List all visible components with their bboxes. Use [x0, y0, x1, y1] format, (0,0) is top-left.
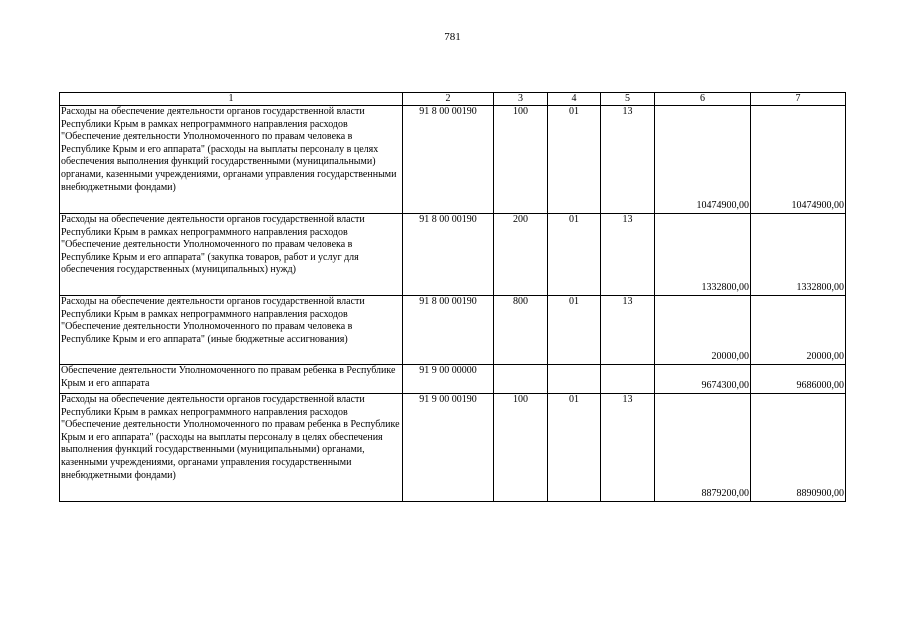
column-number: 1: [60, 93, 403, 106]
amount-year-2: 9686000,00: [751, 365, 846, 394]
section: 01: [548, 296, 601, 365]
section: [548, 365, 601, 394]
expense-type: [494, 365, 548, 394]
target-article: 91 8 00 00190: [403, 296, 494, 365]
amount-year-2: 20000,00: [751, 296, 846, 365]
amount-year-1: 20000,00: [655, 296, 751, 365]
subsection: 13: [601, 106, 655, 214]
amount-year-1: 1332800,00: [655, 214, 751, 296]
table-row: [60, 214, 846, 296]
column-number: 7: [751, 93, 846, 106]
table-row: [60, 365, 846, 394]
table-row: [60, 106, 846, 214]
target-article: 91 8 00 00190: [403, 106, 494, 214]
target-article: 91 8 00 00190: [403, 214, 494, 296]
amount-year-2: 1332800,00: [751, 214, 846, 296]
target-article: 91 9 00 00190: [403, 394, 494, 502]
amount-year-2: 10474900,00: [751, 106, 846, 214]
expense-type: 200: [494, 214, 548, 296]
section: 01: [548, 394, 601, 502]
table-row: [60, 394, 846, 502]
expense-name: Расходы на обеспечение деятельности органов государственной власти Республики Крым в рамках непрограммного направления расходов "Обеспечение деятельности Уполномоченного по правам человека в Республике Крым и его аппарата" (иные бюджетные ассигнования): [60, 296, 403, 365]
amount-year-1: 9674300,00: [655, 365, 751, 394]
budget-table: [59, 92, 846, 502]
expense-name: Расходы на обеспечение деятельности органов государственной власти Республики Крым в рамках непрограммного направления расходов "Обеспечение деятельности Уполномоченного по правам человека в Республике Крым и его аппарата" (закупка товаров, работ и услуг для обеспечения государственных (муниципальных) нужд): [60, 214, 403, 296]
target-article: 91 9 00 00000: [403, 365, 494, 394]
column-number: 5: [601, 93, 655, 106]
column-number: 6: [655, 93, 751, 106]
amount-year-1: 10474900,00: [655, 106, 751, 214]
expense-name: Обеспечение деятельности Уполномоченного по правам ребенка в Республике Крым и его аппарата: [60, 365, 403, 394]
expense-type: 800: [494, 296, 548, 365]
column-number: 4: [548, 93, 601, 106]
page-number: 781: [444, 31, 461, 43]
column-number-row: [60, 93, 846, 106]
subsection: 13: [601, 394, 655, 502]
amount-year-2: 8890900,00: [751, 394, 846, 502]
expense-name: Расходы на обеспечение деятельности органов государственной власти Республики Крым в рамках непрограммного направления расходов "Обеспечение деятельности Уполномоченного по правам человека в Республике Крым и его аппарата" (расходы на выплаты персоналу в целях обеспечения выполнения функций государственными (муниципальными) органами, казенными учреждениями, органами управления государственными внебюджетными фондами): [60, 106, 403, 214]
section: 01: [548, 106, 601, 214]
amount-year-1: 8879200,00: [655, 394, 751, 502]
subsection: [601, 365, 655, 394]
subsection: 13: [601, 214, 655, 296]
subsection: 13: [601, 296, 655, 365]
section: 01: [548, 214, 601, 296]
table-row: [60, 296, 846, 365]
expense-type: 100: [494, 106, 548, 214]
column-number: 3: [494, 93, 548, 106]
expense-type: 100: [494, 394, 548, 502]
column-number: 2: [403, 93, 494, 106]
expense-name: Расходы на обеспечение деятельности органов государственной власти Республики Крым в рамках непрограммного направления расходов "Обеспечение деятельности Уполномоченного по правам ребенка в Республике Крым и его аппарата" (расходы на выплаты персоналу в целях обеспечения выполнения функций государственными (муниципальными) органами, казенными учреждениями, органами управления государственными внебюджетными фондами): [60, 394, 403, 502]
